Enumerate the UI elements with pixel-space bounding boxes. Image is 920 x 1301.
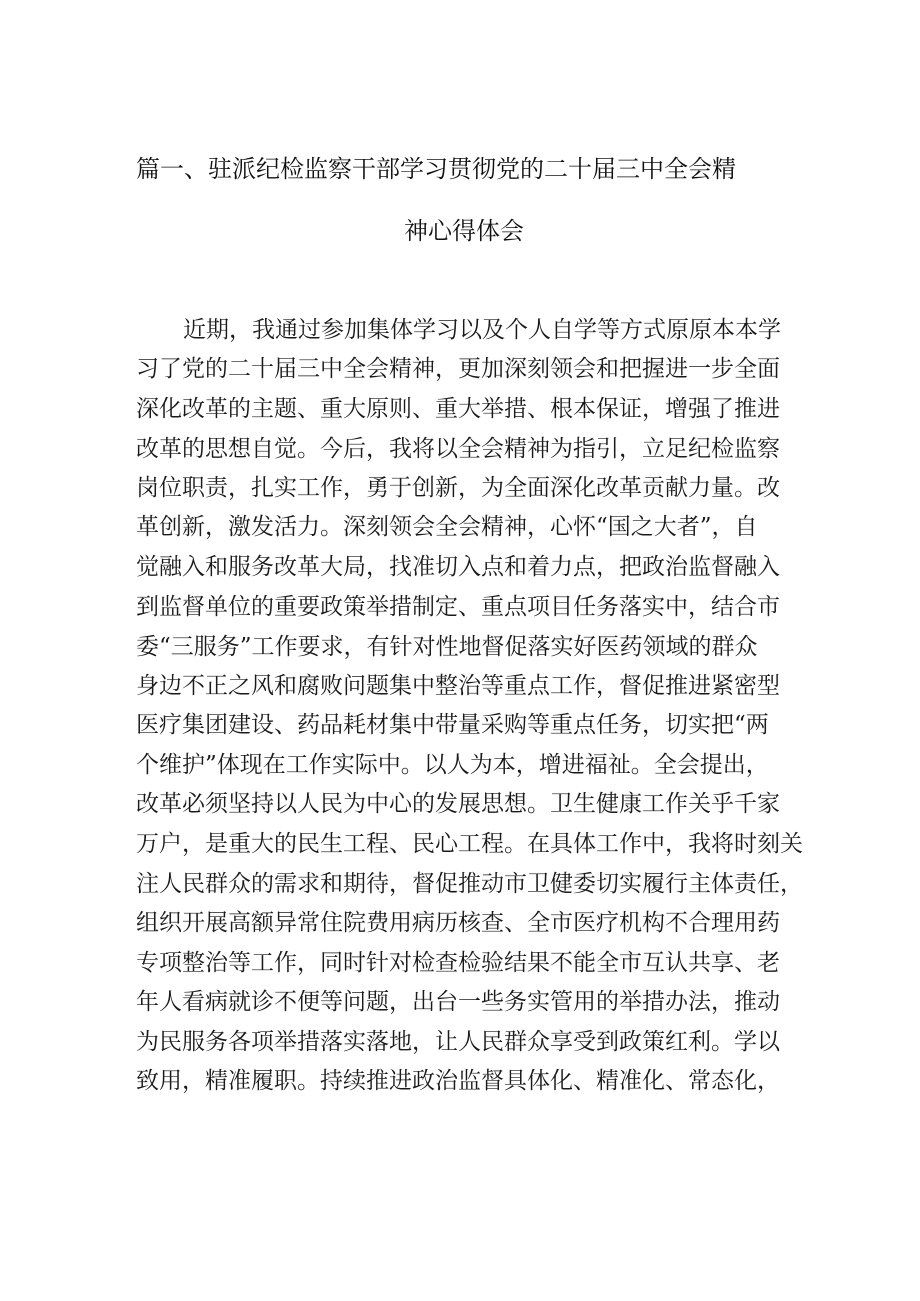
paragraph-line: 个维护”体现在工作实际中。以人为本，增进福祉。全会提出， bbox=[136, 752, 769, 778]
paragraph-line: 致用，精准履职。持续推进政治监督具体化、精准化、常态化， bbox=[136, 1068, 780, 1094]
paragraph-line: 身边不正之风和腐败问题集中整治等重点工作，督促推进紧密型 bbox=[136, 673, 780, 699]
paragraph-line: 近期，我通过参加集体学习以及个人自学等方式原原本本学 bbox=[183, 317, 781, 343]
paragraph-line: 革创新，激发活力。深刻领会全会精神，心怀“国之大者”，自 bbox=[136, 514, 758, 540]
paragraph-line: 万户，是重大的民生工程、民心工程。在具体工作中，我将时刻关 bbox=[136, 831, 803, 857]
paragraph-line: 为民服务各项举措落实落地，让人民群众享受到政策红利。学以 bbox=[136, 1029, 780, 1055]
paragraph-line: 注人民群众的需求和期待，督促推动市卫健委切实履行主体责任， bbox=[136, 871, 803, 897]
paragraph-line: 深化改革的主题、重大原则、重大举措、根本保证，增强了推进 bbox=[136, 396, 780, 422]
paragraph-line: 组织开展高额异常住院费用病历核查、全市医疗机构不合理用药 bbox=[136, 910, 780, 936]
paragraph-line: 专项整治等工作，同时针对检查检验结果不能全市互认共享、老 bbox=[136, 950, 780, 976]
document-title-line-2: 神心得体会 bbox=[404, 217, 524, 245]
paragraph-line: 医疗集团建设、药品耗材集中带量采购等重点任务，切实把“两 bbox=[136, 712, 769, 738]
paragraph-line: 年人看病就诊不便等问题，出台一些务实管用的举措办法，推动 bbox=[136, 989, 780, 1015]
paragraph-line: 觉融入和服务改革大局，找准切入点和着力点，把政治监督融入 bbox=[136, 554, 780, 580]
paragraph-line: 委“三服务”工作要求，有针对性地督促落实好医药领域的群众 bbox=[136, 634, 758, 660]
paragraph-line: 习了党的二十届三中全会精神，更加深刻领会和把握进一步全面 bbox=[136, 356, 780, 382]
paragraph-line: 岗位职责，扎实工作，勇于创新，为全面深化改革贡献力量。改 bbox=[136, 475, 780, 501]
document-title-line-1: 篇一、驻派纪检监察干部学习贯彻党的二十届三中全会精 bbox=[136, 155, 736, 183]
paragraph-line: 到监督单位的重要政策举措制定、重点项目任务落实中，结合市 bbox=[136, 594, 780, 620]
paragraph-line: 改革的思想自觉。今后，我将以全会精神为指引，立足纪检监察 bbox=[136, 436, 780, 462]
paragraph-line: 改革必须坚持以人民为中心的发展思想。卫生健康工作关乎千家 bbox=[136, 791, 780, 817]
